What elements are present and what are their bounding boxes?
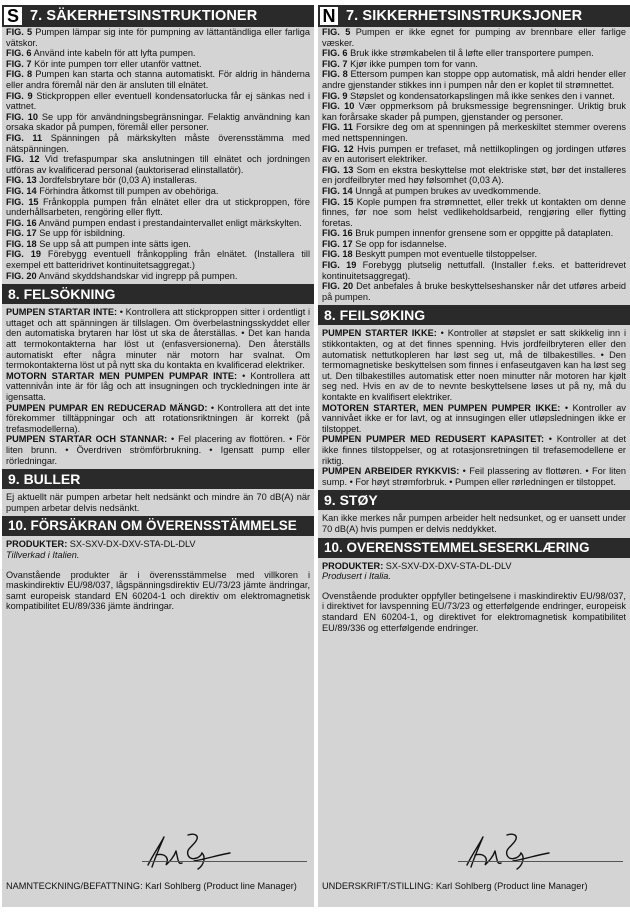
fig-text: Förebygg eventuell frånkoppling från elnätet. (Installera till exempel ett batteridrivet kontinuitetsaggregat.) (6, 249, 311, 271)
products-value: SX-SXV-DX-DXV-STA-DL-DLV (383, 560, 512, 571)
fig-text: Förhindra åtkomst till pumpen av obehöriga. (39, 185, 219, 196)
fig-text: Jordfelsbrytare bör (0,03 A) installeras. (39, 175, 197, 186)
fig-text: Som en ekstra beskyttelse mot elektriske støt, bør det installeres en jordfeilbryter med høy følsomhet (0,03 A). (322, 164, 626, 186)
fig-item (6, 228, 310, 239)
fig-text: Kople pumpen fra strømnettet, eller trekk ut kontakten om denne finnes, før noe som helst vedlikeholdsarbeid, rengjøring eller flytting foretas. (322, 196, 626, 228)
signer-name: UNDERSKRIFT/STILLING: Karl Sohlberg (Product line Manager) (322, 881, 588, 891)
fig-label: FIG. 17 (6, 228, 37, 239)
fig-item (322, 101, 626, 122)
fig-item (6, 197, 310, 218)
troubleshooting-label: PUMPEN PUMPER MED REDUSERT KAPASITET: (322, 434, 545, 445)
troubleshooting-label: PUMPEN STARTAR INTE: (6, 307, 118, 318)
signature-line (142, 861, 307, 862)
fig-item (322, 91, 626, 102)
fig-item (6, 69, 310, 90)
fig-label: FIG. 10 (6, 111, 38, 122)
troubleshooting-list (322, 328, 626, 487)
signature-line (458, 861, 623, 862)
signer-name: NAMNTECKNING/BEFATTNING: Karl Sohlberg (Product line Manager) (6, 881, 297, 891)
made-in: Produsert i Italia. (322, 571, 391, 582)
fig-text: Använd pumpen endast i prestandaintervallet enligt märkskylten. (38, 217, 302, 228)
fig-label: FIG. 6 (6, 48, 32, 59)
fig-item (322, 27, 626, 48)
signature-area (2, 825, 314, 907)
troubleshooting-text: • Kontroller av vannivået ikke er for lavt, og at innsugingen eller utløpsledningen ikke er tilstoppet. (322, 402, 626, 434)
safety-instructions (322, 27, 626, 302)
troubleshooting-label: PUMPEN STARTAR OCH STANNAR: (6, 434, 168, 445)
fig-item (6, 249, 310, 270)
troubleshooting-label: PUMPEN ARBEIDER RYKKVIS: (322, 466, 460, 477)
fig-label: FIG. 7 (6, 58, 32, 69)
troubleshooting-text: • Kontrollera att vattennivån inte är för låg och att insugningen och tryckledningen inte är igensatta. (6, 370, 310, 402)
handwritten-signature (463, 831, 553, 873)
fig-item (6, 48, 310, 59)
fig-label: FIG. 16 (322, 228, 353, 239)
fig-label: FIG. 17 (322, 238, 353, 249)
section-7-header (2, 5, 314, 27)
safety-instructions (6, 27, 310, 281)
declaration-text: Ovanstående produkter är i överensstämmelse med villkoren i maskindirektiv EU/98/037, lågspänningsdirektiv EU/73/23 jämte ändringar, samt europeisk standard EN 60204-1 och direktiv om elektromagnetisk kompatibilitet EU/89/336 jämte ändringar. (6, 569, 310, 612)
troubleshooting-list (6, 307, 310, 466)
fig-text: Frånkoppla pumpen från elnätet eller dra ut stickproppen, före underhållsarbeten, rengöring eller flytt. (6, 196, 310, 218)
fig-text: Unngå at pumpen brukes av uvedkommende. (355, 185, 542, 196)
fig-text: Kör inte pumpen torr eller utanför vattnet. (34, 58, 202, 69)
troubleshooting-text: • Fel placering av flottören. • För liten brunn. • Överdriven strömförbrukning. • Igensatt pump eller rörledningar. (6, 434, 310, 466)
fig-label: FIG. 20 (322, 281, 354, 292)
fig-label: FIG. 20 (6, 270, 37, 281)
products-label: PRODUKTER: (6, 539, 68, 550)
fig-item (322, 122, 626, 143)
fig-label: FIG. 7 (322, 58, 348, 69)
fig-text: Forsikre deg om at spenningen på merkeskiltet stemmer overens med nettspenningen. (322, 122, 626, 143)
fig-label: FIG. 6 (322, 48, 348, 59)
fig-text: Se opp for isdannelse. (355, 238, 447, 249)
fig-label: FIG. 11 (322, 122, 353, 133)
fig-label: FIG. 15 (6, 196, 39, 207)
fig-label: FIG. 13 (322, 164, 354, 175)
troubleshooting-item (6, 403, 310, 435)
products-label: PRODUKTER: (322, 560, 384, 571)
products-value: SX-SXV-DX-DXV-STA-DL-DLV (67, 539, 196, 550)
fig-item (6, 59, 310, 70)
made-in: Tillverkad i Italien. (6, 549, 80, 560)
troubleshooting-text: • Kontrollera att stickproppen sitter i ordentligt i uttaget och att spänningen är tillslagen. Om överbelastningsskyddet eller den automatiska brytaren har löst ut ska de återställas. • Det kan handa att termokontakterna har löst ut (enfasversionerna). Den återställs automatiskt efter några minuter när motorn har svalnat. Om termokontakterna löst ut på nytt ska du kontakta en kvalificerad elektriker. (6, 307, 310, 371)
fig-item (6, 271, 310, 282)
fig-item (6, 133, 310, 154)
handwritten-signature (144, 831, 234, 873)
fig-text: Beskytt pumpen mot eventuelle tilstoppelser. (355, 249, 538, 260)
fig-label: FIG. 9 (6, 90, 33, 101)
fig-label: FIG. 18 (322, 249, 353, 260)
troubleshooting-item (6, 371, 310, 403)
fig-item (322, 48, 626, 59)
products-line (6, 539, 310, 550)
fig-item (322, 144, 626, 165)
fig-label: FIG. 10 (322, 101, 355, 112)
fig-text: Vid trefaspumpar ska anslutningen till elnätet och jordningen utföras av kvalificerad personal (auktoriserad elinstallatör). (6, 154, 310, 175)
troubleshooting-item (322, 403, 626, 435)
fig-item (322, 165, 626, 186)
fig-text: Använd inte kabeln för att lyfta pumpen. (33, 48, 196, 59)
troubleshooting-label: PUMPEN PUMPAR EN REDUCERAD MÄNGD: (6, 402, 208, 413)
troubleshooting-item (6, 434, 310, 466)
fig-text: Pumpen lämpar sig inte för pumpning av lättantändliga eller farliga vätskor. (6, 27, 311, 48)
fig-item (322, 228, 626, 239)
fig-label: FIG. 8 (322, 69, 348, 80)
fig-item (322, 239, 626, 250)
troubleshooting-label: MOTOREN STARTER, MEN PUMPEN PUMPER IKKE: (322, 402, 561, 413)
fig-label: FIG. 18 (6, 238, 37, 249)
fig-text: Det anbefales å bruke beskyttelseshansker når det utføres arbeid på pumpen. (322, 281, 626, 302)
signature-area (318, 825, 630, 907)
fig-item (6, 27, 310, 48)
fig-label: FIG. 12 (322, 143, 354, 154)
fig-label: FIG. 13 (6, 175, 37, 186)
fig-text: Se upp så att pumpen inte sätts igen. (39, 238, 191, 249)
fig-text: Ettersom pumpen kan stoppe opp automatisk, må aldri hender eller andre gjenstander stikkes inn i pumpen når den er koplet til strømnettet. (322, 69, 627, 90)
fig-item (322, 59, 626, 70)
fig-item (6, 175, 310, 186)
troubleshooting-text: • Kontrollera att det inte förekommer tilltäppningar och att rotationsriktningen är korrekt (på trefasmodellerna). (6, 402, 310, 434)
language-badge: S (2, 5, 24, 27)
noise-text: Kan ikke merkes når pumpen arbeider helt nedsunket, og er uansett under 70 dB(A) hvis pumpen er delvis neddykket. (322, 513, 626, 534)
fig-text: Stickproppen eller eventuell kondensatorlucka får ej sänkas ned i vattnet. (6, 90, 310, 112)
section-9-header: 9. BULLER (2, 469, 314, 489)
troubleshooting-item (322, 434, 626, 466)
fig-item (322, 249, 626, 260)
section-7-header (318, 5, 630, 27)
fig-text: Vær oppmerksom på bruksmessige begrensninger. Uriktig bruk kan forårsake skader på pumpen, gjenstander og personer. (322, 101, 626, 122)
fig-text: Kjør ikke pumpen tom for vann. (350, 58, 478, 69)
fig-item (322, 69, 626, 90)
fig-text: Forebygg plutselig nettutfall. (Installer f.eks. et batteridrevet kontinuitetsaggregat). (322, 260, 626, 281)
troubleshooting-label: PUMPEN STARTER IKKE: (322, 328, 437, 339)
section-title: 7. SIKKERHETSINSTRUKSJONER (346, 8, 583, 24)
fig-label: FIG. 16 (6, 217, 37, 228)
fig-text: Spänningen på märkskylten måste överensstämma med nätspänningen. (6, 132, 310, 154)
fig-label: FIG. 9 (322, 90, 348, 101)
troubleshooting-text: • Kontroller at det ikke finnes tilstoppelser, og at rotasjonsretningen til trefasemodellene er riktig. (322, 434, 627, 466)
fig-label: FIG. 15 (322, 196, 354, 207)
section-10-header: 10. OVERENSSTEMMELSESERKLÆRING (318, 538, 630, 558)
fig-text: Bruk ikke strømkabelen til å løfte eller transportere pumpen. (350, 48, 594, 59)
fig-text: Støpslet og kondensatorkapslingen må ikke senkes den i vannet. (350, 90, 615, 101)
fig-text: Pumpen er ikke egnet for pumping av brennbare eller farlige væsker. (322, 27, 626, 48)
fig-text: Se upp för isbildning. (39, 228, 126, 239)
section-10-header: 10. FÖRSÄKRAN OM ÖVERENSSTÄMMELSE (2, 516, 314, 536)
section-title: 7. SÄKERHETSINSTRUKTIONER (30, 8, 258, 24)
fig-item (322, 260, 626, 281)
language-badge: N (318, 5, 340, 27)
fig-item (322, 197, 626, 229)
fig-item (322, 186, 626, 197)
noise-text: Ej aktuellt när pumpen arbetar helt nedsänkt och mindre än 70 dB(A) när pumpen arbetar delvis nedsänkt. (6, 492, 310, 513)
fig-label: FIG. 5 (6, 27, 33, 37)
norwegian-column (318, 5, 630, 907)
fig-item (6, 186, 310, 197)
troubleshooting-text: • Feil plassering av flottøren. • For liten sump. • For høyt strømforbruk. • Pumpen eller rørledningen er tilstoppet. (322, 466, 626, 487)
declaration-text: Ovenstående produkter oppfyller betingelsene i maskindirektiv EU/98/037, i direktivet for lavspenning EU/73/23 og etterfølgende endringer, europeisk standard EN 60204-1, og direktivet for elektromagnetisk kompatibilitet EU/89/336 og etterfølgende endringer. (322, 590, 626, 633)
troubleshooting-item (322, 466, 626, 487)
fig-item (322, 281, 626, 302)
fig-text: Använd skyddshandskar vid ingrepp på pumpen. (38, 270, 238, 281)
fig-label: FIG. 12 (6, 154, 40, 165)
fig-item (6, 112, 310, 133)
fig-label: FIG. 5 (322, 27, 351, 37)
fig-item (6, 154, 310, 175)
troubleshooting-item (322, 328, 626, 402)
fig-label: FIG. 11 (6, 132, 43, 143)
fig-label: FIG. 8 (6, 69, 33, 80)
fig-label: FIG. 14 (322, 185, 353, 196)
fig-text: Se upp för användningsbegränsningar. Felaktig användning kan orsaka skador på pumpen, föremål eller personer. (6, 111, 310, 133)
fig-text: Bruk pumpen innenfor grensene som er oppgitte på dataplaten. (355, 228, 614, 239)
section-9-header: 9. STØY (318, 490, 630, 510)
products-line (322, 561, 626, 572)
troubleshooting-label: MOTORN STARTAR MEN PUMPEN PUMPAR INTE: (6, 370, 238, 381)
fig-label: FIG. 14 (6, 185, 37, 196)
fig-label: FIG. 19 (6, 249, 41, 260)
fig-text: Hvis pumpen er trefaset, må nettilkoplingen og jordingen utføres av en autorisert elektriker. (322, 143, 626, 165)
section-8-header: 8. FELSÖKNING (2, 284, 314, 304)
fig-text: Pumpen kan starta och stanna automatiskt. För aldrig in händerna eller andra föremål när den är ansluten till elnätet. (6, 69, 310, 90)
section-8-header: 8. FEILSØKING (318, 305, 630, 325)
troubleshooting-item (6, 307, 310, 371)
troubleshooting-text: • Kontroller at støpslet er satt skikkelig inn i stikkontakten, og at det finnes spenning. Hvis jordfeilbryteren eller den automatisk nettutkopleren har løst seg ut, må de tilbakestilles. • Den termomagnetiske beskyttelsen som finnes i enfaseutgaven kan ha løst seg ut. Den tilbakestilles automatisk etter noen minutter når motoren har kjølt seg ned. Hvis en av de to nevnte beskyttelsene løses ut på ny, må du kontakte en kvalifisert elektriker. (322, 328, 627, 402)
fig-label: FIG. 19 (322, 260, 357, 271)
fig-item (6, 218, 310, 229)
fig-item (6, 91, 310, 112)
fig-item (6, 239, 310, 250)
swedish-column (2, 5, 314, 907)
